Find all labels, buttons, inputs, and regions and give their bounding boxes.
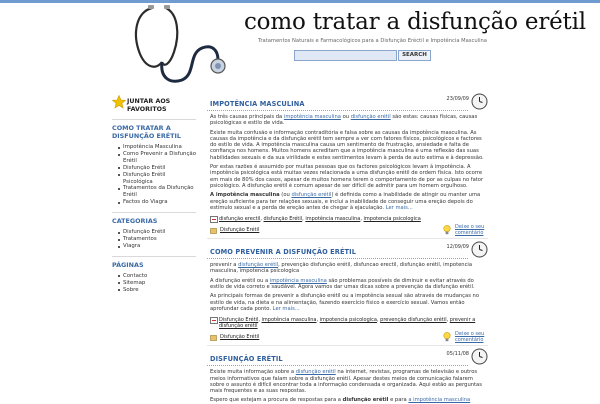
sidebar-heading-pages: PÁGINAS (112, 260, 144, 269)
sidebar-list-misc (118, 273, 196, 294)
sidebar-divider (112, 256, 196, 257)
post-paragraph (210, 262, 485, 275)
site-title[interactable]: como tratar a disfunção erétil (244, 9, 586, 35)
post-title[interactable]: IMPOTÊNCIA MASCULINA (210, 100, 305, 108)
post-tags: disfunção erectil, disfunção Erétil, impotência masculina, impotencia psicologica (207, 214, 488, 225)
tag-link[interactable]: impotencia psicologica (363, 216, 421, 223)
post-paragraph (210, 278, 485, 291)
tag-icon (210, 216, 218, 223)
favorites-label[interactable]: JUNTAR AOS FAVORITOS (127, 98, 171, 113)
inline-link[interactable]: disfunção erétil (291, 192, 332, 199)
post-paragraph: Por estas razões é assumido por muitas pessoas que os factores psicológicos levam à impotência. A impotência psicológica está muitas vezes relacionada a uma disfunção erétil de ordem física. Isto ocorre em mais de 80% dos casos, apesar de muitos homens terem o comportamento de por as culpas no fator psicológico. A disfunção erétil é comum apesar de ser difícil de admitir para um homem orgulhoso. (210, 164, 484, 189)
post-header (207, 241, 488, 259)
search-input[interactable] (294, 50, 397, 61)
sidebar-heading-main[interactable]: COMO TRATAR A DISFUNÇÃO ERÉTIL (112, 124, 181, 140)
post-body (207, 259, 488, 312)
post-header (207, 348, 488, 366)
comment-link[interactable]: Deixe o seu comentário (455, 331, 485, 343)
category-link[interactable]: Disfunção Erétil (220, 227, 260, 234)
sidebar-item[interactable]: Tratamentos da Disfunção Erétil (118, 185, 196, 199)
text: (ou (279, 192, 292, 199)
inline-link[interactable]: disfunção erétil (238, 262, 279, 269)
text: ) é definida como a inabilidade de atingir ou manter uma ereção suficiente para ter relações sexuais, e inclui a inabilidade de conseguir uma ereção depois do estímulo sexual e a perda de ereção antes de chegar à ejaculação. (210, 192, 481, 211)
sidebar-item[interactable]: Sobre (118, 287, 196, 294)
post-date: 05/11/08 (446, 351, 469, 358)
lightbulb-icon (443, 332, 451, 342)
bold-text: disfunção erétil (342, 397, 389, 404)
tag-link[interactable]: Disfunção Erétil (219, 317, 259, 324)
sidebar-item[interactable]: Disfunção Erétil (118, 165, 196, 172)
post-title[interactable]: COMO PREVENIR A DISFUNÇÃO ERÉTIL (210, 248, 357, 257)
tag-link[interactable]: disfunção Erétil (263, 216, 303, 223)
post-body (207, 366, 488, 403)
text: As principais formas de prevenir a disfunção erétil ou a impotência sexual são através de mudanças no estilo de vida, na dieta e na alimentação, fazendo exercício físico e exercício sexual. Vamos então aprofundar cada ponto. (210, 293, 480, 312)
post-body (207, 111, 488, 211)
sidebar (112, 95, 196, 300)
text: A disfunção erétil ou a (210, 277, 270, 284)
text: Espero que estejam a procura de respostas para a (210, 397, 343, 404)
clock-icon (471, 93, 488, 110)
text: , prevenção disfunção erétil, disfuncao erectil, disfunção erétil, impotencia masculina, impotencia psicologica (210, 262, 473, 275)
search-button[interactable]: SEARCH (398, 50, 431, 61)
inline-link[interactable]: disfunção erétil (350, 114, 391, 120)
post-title-rule (207, 258, 468, 259)
post (207, 93, 488, 239)
sidebar-divider (112, 212, 196, 213)
post-paragraph (210, 192, 485, 211)
lightbulb-icon (443, 225, 451, 235)
sidebar-item[interactable]: Disfunção Erétil Psicológica (118, 172, 196, 186)
post-date: 23/09/09 (446, 96, 469, 102)
sidebar-heading-categories: CATEGORIAS (112, 217, 158, 226)
tag-link[interactable]: impotência masculina (305, 216, 361, 223)
clock-icon (471, 348, 488, 365)
text: são estas: causas físicas, causas psicológicas e estilo de vida. (210, 114, 478, 127)
main-content (207, 93, 488, 404)
text: e para (388, 397, 409, 404)
inline-link[interactable]: impotência masculina (269, 277, 327, 284)
post-tags: Disfunção Erétil, impotência masculina, impotencia psicologica, prevenção disfunção erétil, prevenir a disfunção erétil (207, 315, 488, 332)
inline-link[interactable]: disfunção erétil (295, 369, 336, 376)
post-title[interactable]: DISFUNÇÃO ERÉTIL (210, 355, 283, 364)
sidebar-item[interactable]: Como Prevenir a Disfunção Erétil (118, 151, 196, 165)
text: As três causas principais da (210, 114, 284, 120)
post-title-rule (207, 365, 468, 366)
bold-text: A impotência masculina (210, 192, 280, 199)
read-more-link[interactable]: Ler mais... (385, 204, 413, 211)
text: na internet, revistas, programas de televisão e outros meios informativos que falam sobre a disfunção erétil. Apesar destes meios de comunicação falarem sobre o assunto é difícil encontrar toda a informação condensada e organizada. Aqui estão as perguntas mais frequentes e as suas respostas. (210, 369, 482, 395)
post-paragraph (210, 397, 485, 403)
read-more-link[interactable]: Ler mais... (272, 305, 300, 312)
header (0, 0, 600, 92)
post-title-rule (207, 110, 468, 111)
sidebar-item[interactable]: Tratamentos (118, 236, 196, 243)
clock-icon (471, 241, 488, 258)
post-paragraph (210, 293, 485, 312)
sidebar-item[interactable]: Disfunção Erétil (118, 229, 196, 236)
comment-link[interactable]: Deixe o seu comentário (455, 224, 485, 236)
sidebar-item[interactable]: Contacto (118, 273, 196, 280)
inline-link[interactable]: impotência masculina (283, 114, 341, 120)
text: prevenir a (210, 262, 239, 269)
post-header (207, 93, 488, 111)
site-description: Tratamentos Naturais e Farmacológicos para a Disfunção Eréctil e Impotência Masculina (258, 38, 487, 44)
star-icon (112, 95, 126, 109)
tag-link[interactable]: impotencia psicologica (319, 317, 377, 324)
sidebar-item[interactable]: Sitemap (118, 280, 196, 287)
tag-link[interactable]: impotência masculina (261, 317, 317, 324)
sidebar-item[interactable]: Factos do Viagra (118, 199, 196, 206)
inline-link[interactable]: a impotência masculina (408, 397, 471, 404)
sidebar-item[interactable]: Impotência Masculina (118, 144, 196, 151)
sidebar-divider (112, 119, 196, 120)
post-paragraph: Existe muita confusão e informação contraditória e falsa sobre as causas da impotência masculina. As causas da impotência e da disfunção erétil tem sempre a ver com fatores físicos, psicológicos e factores do estilo de vida. A impotência masculina causa um sentimento de frustração, ansiedade e falta de confiança nos homens. Muitos homens acreditam que a impotência masculina é uma reflexão das suas habilidades sexuais e da sua virilidade e estes sentimentos levam à perda de auto estima e à depressão. (210, 129, 484, 161)
sidebar-item[interactable]: Viagra (118, 243, 196, 250)
tag-link[interactable]: prevenção disfunção erétil (380, 317, 447, 324)
text: são problemas possíveis de diminuir e evitar através do estilo de vida correto e saudável. Agora vamos dar umas dicas sobre a prevenção da disfunção erétil. (210, 277, 475, 291)
tag-icon (210, 317, 218, 324)
stethoscope-logo-icon[interactable] (122, 4, 232, 90)
sidebar-list-categories (118, 229, 196, 250)
post (207, 241, 488, 346)
post-footer (207, 225, 488, 239)
folder-icon (210, 334, 217, 341)
post-paragraph (210, 114, 485, 127)
text: ou (340, 114, 351, 120)
tag-link[interactable]: prevenir a disfunção erétil (219, 317, 476, 330)
sidebar-list-pages (118, 144, 196, 206)
post-footer (207, 332, 488, 346)
post-paragraph (210, 369, 485, 394)
tag-link[interactable]: disfunção erectil (219, 216, 261, 223)
text: Existe muita informação sobre a (210, 369, 296, 376)
post-date: 12/09/09 (446, 244, 469, 251)
add-to-favorites[interactable] (112, 95, 196, 117)
folder-icon (210, 227, 217, 234)
post (207, 348, 488, 403)
category-link[interactable]: Disfunção Erétil (220, 334, 260, 341)
